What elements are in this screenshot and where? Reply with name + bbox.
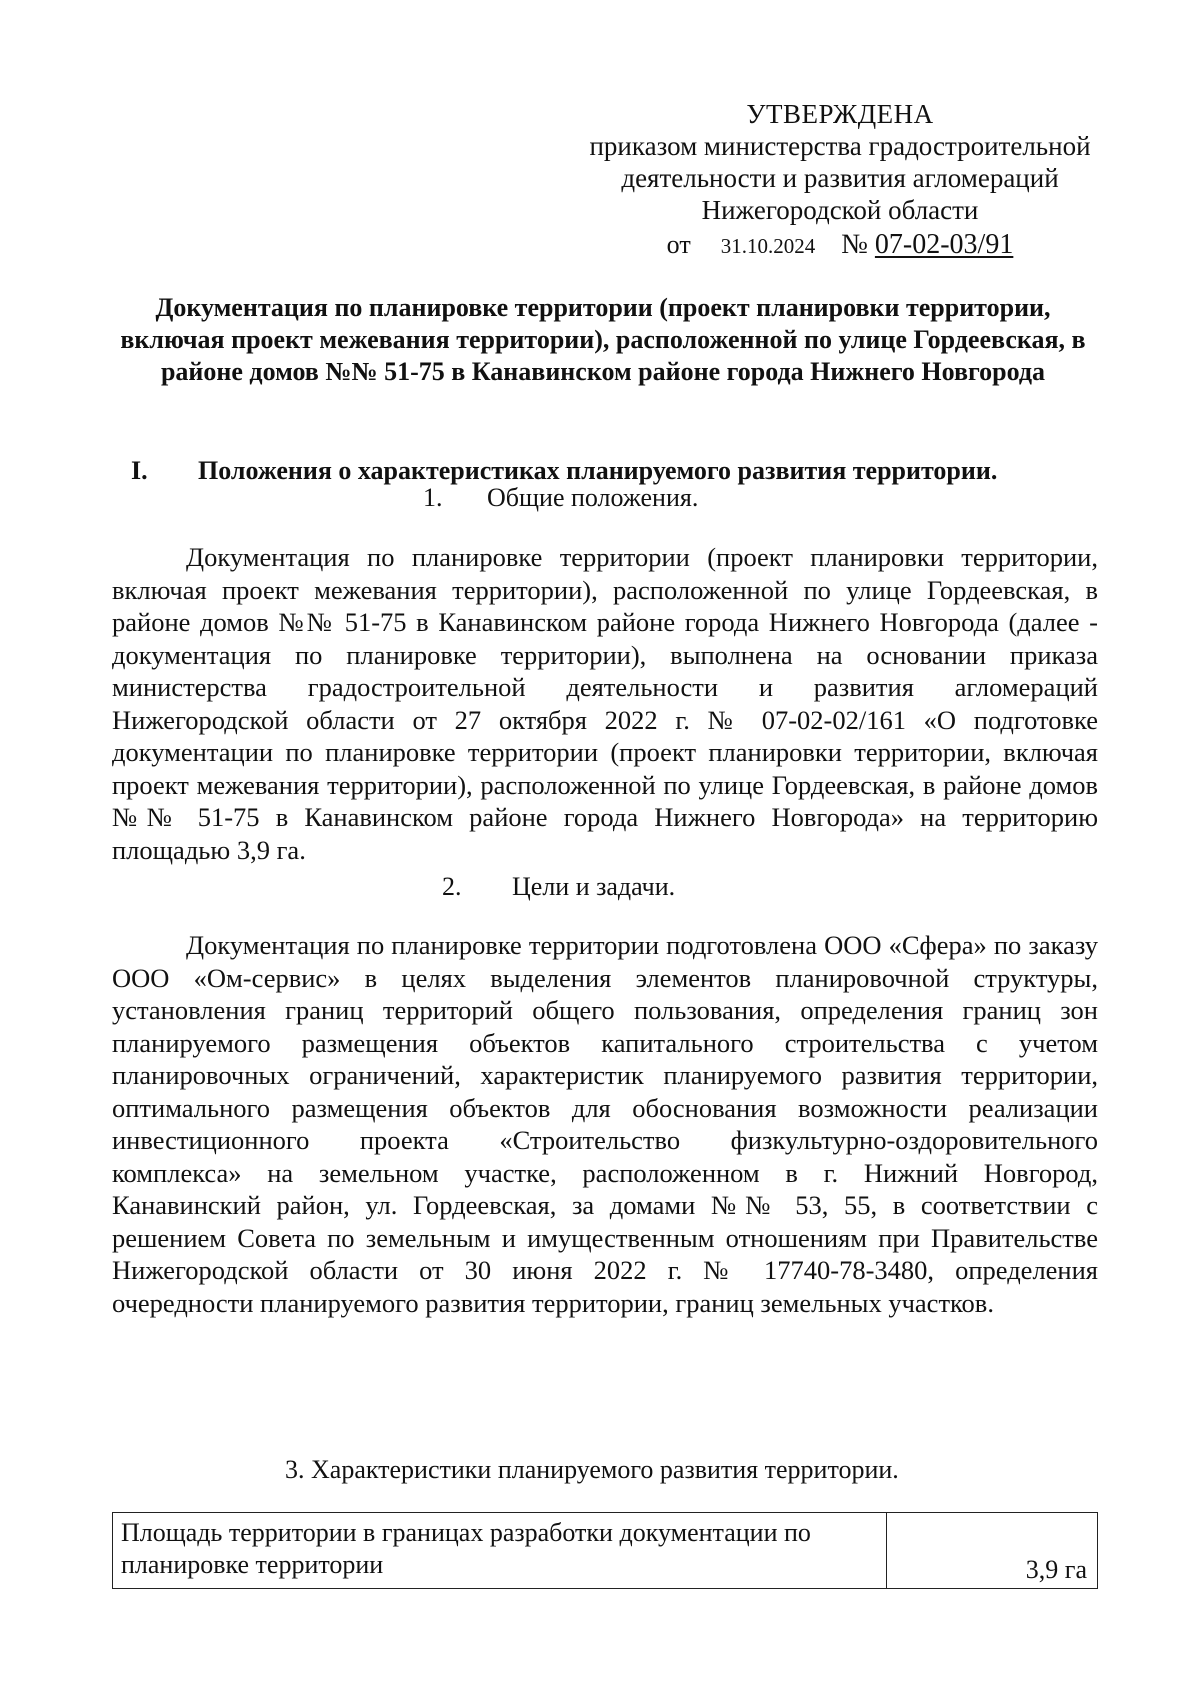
approval-line-3: Нижегородской области <box>701 195 979 225</box>
document-title: Документация по планировке территории (проект планировки территории, включая проект межевания территории), расположенной по улице Гордеевская, в районе домов №№ 51-75 в Канавинском районе города Нижнего Новгорода <box>120 293 1086 386</box>
table-row <box>113 1513 1098 1589</box>
table-cell-value: 3,9 га <box>887 1513 1098 1589</box>
approval-date: 31.10.2024 <box>720 234 816 258</box>
subsection-1-number: 1. <box>423 483 443 512</box>
approval-stamp <box>560 98 1120 262</box>
approval-line-2: деятельности и развития агломераций <box>621 163 1059 193</box>
subsection-1-title: Общие положения. <box>487 483 699 512</box>
approval-date-prefix: от <box>666 230 691 259</box>
section-title: Положения о характеристиках планируемого развития территории. <box>198 456 998 485</box>
subsection-2-paragraph: Документация по планировке территории подготовлена ООО «Сфера» по заказу ООО «Ом-сервис» в целях выделения элементов планировочной структуры, установления границ территорий общего пользования, определения границ зон планируемого размещения объектов капитального строительства с учетом планировочных ограничений, характеристик планируемого развития территории, оптимального размещения объектов для обоснования возможности реализации инвестиционного проекта «Строительство физкультурно-оздоровительного комплекса» на земельном участке, расположенном в г. Нижний Новгород, Канавинский район, ул. Гордеевская, за домами №№ 53, 55, в соответствии с решением Совета по земельным и имущественным отношениям при Правительстве Нижегородской области от 30 июня 2022 г. № 17740-78-3480, определения очередности планируемого развития территории, границ земельных участков. <box>112 930 1098 1318</box>
approval-title: УТВЕРЖДЕНА <box>746 99 934 129</box>
approval-order-line <box>560 228 1120 262</box>
table-cell-label: Площадь территории в границах разработки документации по планировке территории <box>113 1513 887 1589</box>
approval-line-1: приказом министерства градостроительной <box>589 131 1091 161</box>
subsection-1-paragraph: Документация по планировке территории (проект планировки территории, включая проект межевания территории), расположенной по улице Гордеевская, в районе домов №№ 51-75 в Канавинском районе города Нижнего Новгорода (далее - документация по планировке территории), выполнена на основании приказа министерства градостроительной деятельности и развития агломераций Нижегородской области от 27 октября 2022 г. № 07-02-02/161 «О подготовке документации по планировке территории (проект планировки территории, включая проект межевания территории), расположенной по улице Гордеевская, в районе домов №№ 51-75 в Канавинском районе города Нижнего Новгорода» на территорию площадью 3,9 га. <box>112 542 1098 865</box>
subsection-2-number: 2. <box>442 872 462 901</box>
subsection-2-title: Цели и задачи. <box>512 872 676 901</box>
approval-number-sign: № <box>841 229 868 260</box>
section-number: I. <box>131 456 148 485</box>
characteristics-table <box>112 1512 1098 1589</box>
subsection-3-title: 3. Характеристики планируемого развития территории. <box>285 1455 899 1484</box>
approval-number: 07-02-03/91 <box>874 229 1014 260</box>
